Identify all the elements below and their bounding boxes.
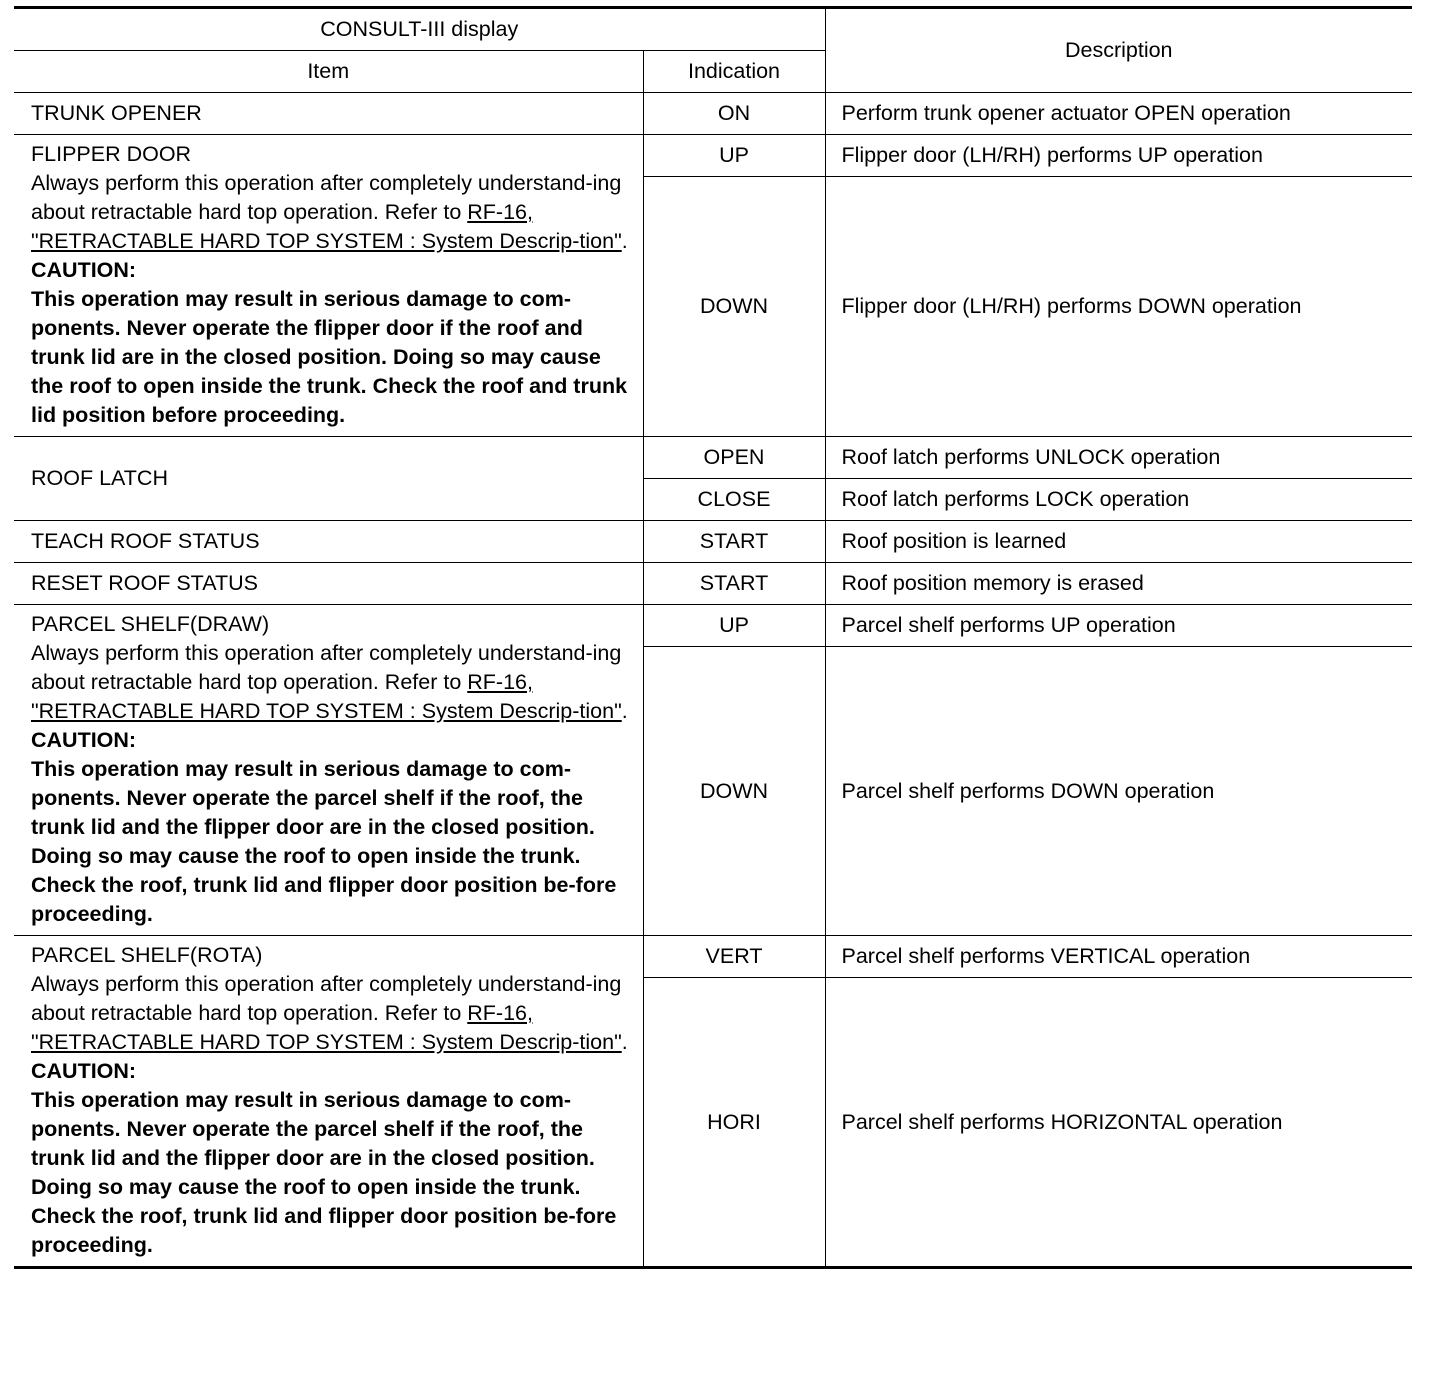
header-indication: Indication [643, 51, 825, 93]
table-row [14, 93, 1412, 135]
table-row [14, 135, 1412, 177]
note-suffix: . [621, 229, 628, 253]
reference-link[interactable]: RF-16, "RETRACTABLE HARD TOP SYSTEM : System Descrip-tion" [31, 670, 622, 723]
caution-label: CAUTION: [31, 258, 137, 282]
item-title: PARCEL SHELF(ROTA) [31, 943, 263, 967]
description-cell: Parcel shelf performs HORIZONTAL operation [825, 978, 1412, 1268]
description-cell: Parcel shelf performs DOWN operation [825, 647, 1412, 936]
indication-cell: DOWN [643, 177, 825, 437]
indication-cell: DOWN [643, 647, 825, 936]
description-cell: Perform trunk opener actuator OPEN operation [825, 93, 1412, 135]
indication-cell: OPEN [643, 437, 825, 479]
item-cell: ROOF LATCH [14, 437, 643, 521]
description-cell: Roof position memory is erased [825, 563, 1412, 605]
table-row [14, 605, 1412, 647]
caution-text: This operation may result in serious damage to com-ponents. Never operate the parcel shelf if the roof, the trunk lid and the flipper door are in the closed position. Doing so may cause the roof to open inside the trunk. Check the roof, trunk lid and flipper door position be-fore proceeding. [31, 757, 617, 926]
item-cell: TRUNK OPENER [14, 93, 643, 135]
indication-cell: VERT [643, 936, 825, 978]
item-cell-parcel-draw [14, 605, 643, 936]
reference-link[interactable]: RF-16, "RETRACTABLE HARD TOP SYSTEM : System Descrip-tion" [31, 200, 622, 253]
table-row [14, 936, 1412, 978]
indication-cell: ON [643, 93, 825, 135]
indication-cell: START [643, 521, 825, 563]
item-cell-parcel-rota [14, 936, 643, 1268]
item-title: FLIPPER DOOR [31, 142, 192, 166]
item-cell: RESET ROOF STATUS [14, 563, 643, 605]
header-description: Description [825, 8, 1412, 93]
caution-text: This operation may result in serious damage to com-ponents. Never operate the flipper door if the roof and trunk lid are in the closed position. Doing so may cause the roof to open inside the trunk. Check the roof and trunk lid position before proceeding. [31, 287, 628, 427]
header-row-1 [14, 8, 1412, 51]
header-consult-display: CONSULT-III display [14, 8, 825, 51]
indication-cell: UP [643, 605, 825, 647]
indication-cell: START [643, 563, 825, 605]
note-text: Always perform this operation after completely understand-ing about retractable hard top operation. Refer to [31, 641, 622, 694]
description-cell: Parcel shelf performs UP operation [825, 605, 1412, 647]
description-cell: Flipper door (LH/RH) performs UP operation [825, 135, 1412, 177]
item-title: PARCEL SHELF(DRAW) [31, 612, 270, 636]
table-row [14, 563, 1412, 605]
indication-cell: HORI [643, 978, 825, 1268]
caution-text: This operation may result in serious damage to com-ponents. Never operate the parcel shelf if the roof, the trunk lid and the flipper door are in the closed position. Doing so may cause the roof to open inside the trunk. Check the roof, trunk lid and flipper door position be-fore proceeding. [31, 1088, 617, 1257]
table-row [14, 521, 1412, 563]
header-item: Item [14, 51, 643, 93]
note-suffix: . [621, 699, 628, 723]
item-note [31, 169, 635, 256]
table-row [14, 437, 1412, 479]
description-cell: Roof latch performs LOCK operation [825, 479, 1412, 521]
caution-label: CAUTION: [31, 1059, 137, 1083]
description-cell: Roof position is learned [825, 521, 1412, 563]
indication-cell: UP [643, 135, 825, 177]
description-cell: Roof latch performs UNLOCK operation [825, 437, 1412, 479]
description-cell: Flipper door (LH/RH) performs DOWN operation [825, 177, 1412, 437]
indication-cell: CLOSE [643, 479, 825, 521]
description-cell: Parcel shelf performs VERTICAL operation [825, 936, 1412, 978]
note-suffix: . [621, 1030, 628, 1054]
caution-label: CAUTION: [31, 728, 137, 752]
consult-active-test-table [14, 6, 1412, 1269]
item-cell-flipper-door [14, 135, 643, 437]
item-cell: TEACH ROOF STATUS [14, 521, 643, 563]
item-note [31, 970, 635, 1057]
note-text: Always perform this operation after completely understand-ing about retractable hard top operation. Refer to [31, 171, 622, 224]
reference-link[interactable]: RF-16, "RETRACTABLE HARD TOP SYSTEM : System Descrip-tion" [31, 1001, 622, 1054]
note-text: Always perform this operation after completely understand-ing about retractable hard top operation. Refer to [31, 972, 622, 1025]
item-note [31, 639, 635, 726]
